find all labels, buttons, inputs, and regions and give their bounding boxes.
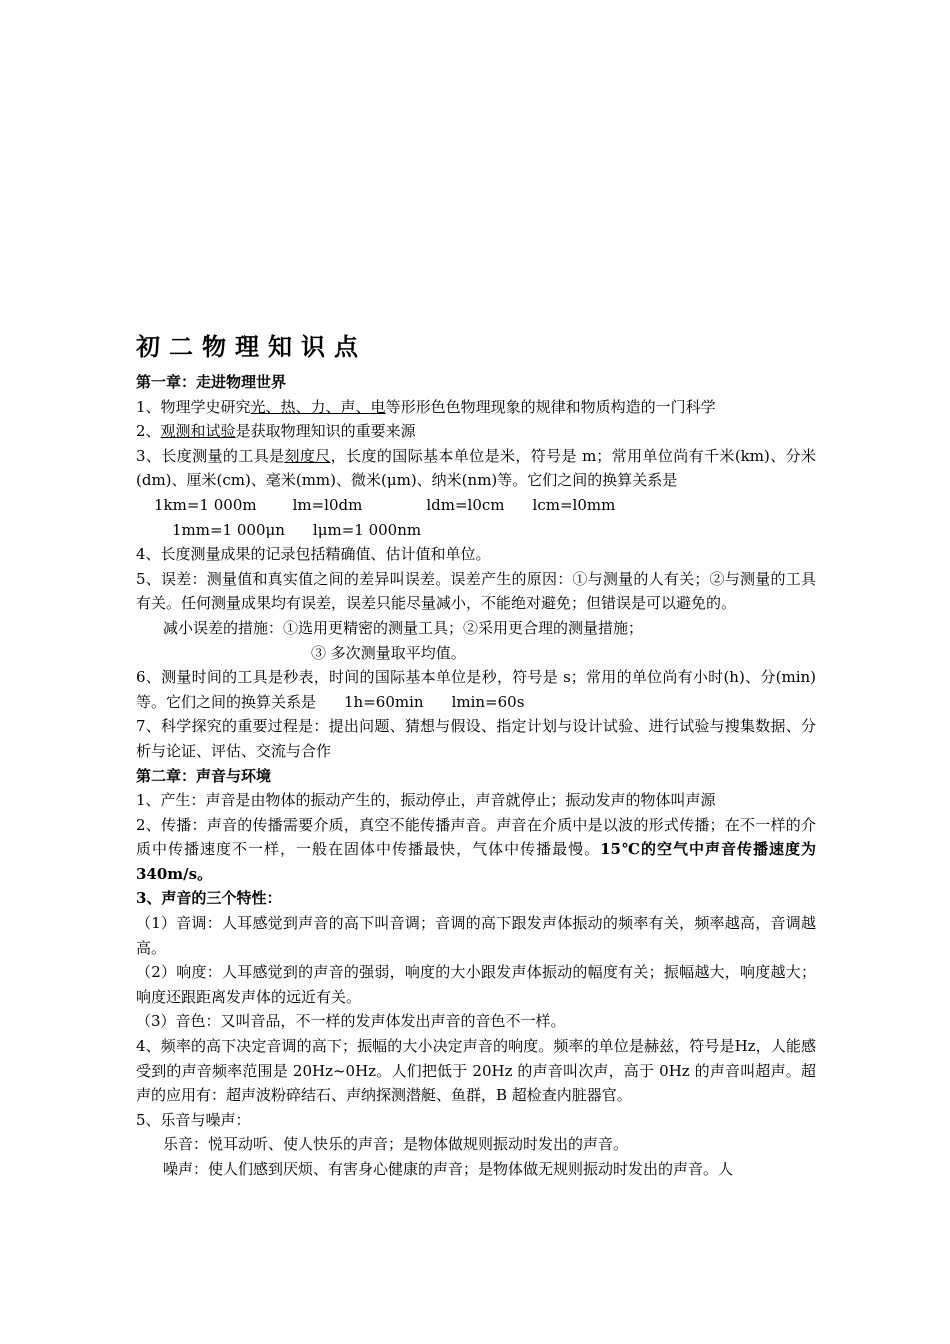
conversion: 1h=60min <box>344 692 424 711</box>
chapter-2-heading: 第二章：声音与环境 <box>136 766 272 785</box>
text: 1、物理学史研究 <box>136 397 251 416</box>
underlined-text: 光、热、力、声、电 <box>250 397 386 416</box>
ch1-item-3 <box>136 444 816 493</box>
ch1-item-6 <box>136 665 816 714</box>
conversion-line-1 <box>136 493 816 518</box>
ch1-item-1 <box>136 395 816 420</box>
error-reduction-1: 减小误差的措施：①选用更精密的测量工具；②采用更合理的测量措施； <box>163 618 644 637</box>
conversion: lμm=1 000nm <box>312 520 422 539</box>
ch2-item-5: 5、乐音与噪声： <box>136 1110 251 1129</box>
pitch-item: （1）音调：人耳感觉到声音的高下叫音调；音调的高下跟发声体振动的频率有关，频率越高，音调越高。 <box>136 914 816 957</box>
loudness-item: （2）响度：人耳感觉到的声音的强弱，响度的大小跟发声体振动的幅度有关；振幅越大，响度越大；响度还跟距离发声体的远近有关。 <box>136 963 816 1006</box>
text: 6、测量时间的工具是秒表，时间的国际基本单位是秒，符号是 s；常用的单位尚有小时(h)、分(min)等。它们之间的换算关系是 <box>136 668 816 711</box>
text: 2、 <box>136 422 161 441</box>
ch1-item-5: 5、误差：测量值和真实值之间的差异叫误差。误差产生的原因：①与测量的人有关；②与测量的工具有关。任何测量成果均有误差，误差只能尽量减小，不能绝对避免；但错误是可以避免的。 <box>136 569 816 613</box>
conversion: ldm=l0cm <box>426 495 505 514</box>
document-page <box>136 330 816 1182</box>
text: 是获取物理知识的重要来源 <box>235 422 416 441</box>
underlined-text: 观测和试验 <box>160 422 236 441</box>
text: 等形形色色物理现象的规律和物质构造的一门科学 <box>385 397 716 416</box>
text: 3、长度测量的工具是 <box>136 446 285 465</box>
musical-sound-item: 乐音：悦耳动听、使人快乐的声音；是物体做规则振动时发出的声音。 <box>163 1135 629 1154</box>
ch2-item-1: 1、产生：声音是由物体的振动产生的，振动停止，声音就停止；振动发声的物体叫声源 <box>136 791 716 810</box>
ch2-item-2 <box>136 813 816 887</box>
ch2-item-4: 4、频率的高下决定音调的高下；振幅的大小决定声音的响度。频率的单位是赫兹，符号是Hz，人能感受到的声音频率范围是 20Hz~0Hz。人们把低于 20Hz 的声音叫次声，高于 0Hz 的声音叫超声。超声的应用有：超声波粉碎结石、声纳探测潜艇、鱼群，B 超检查内脏器官。 <box>136 1037 816 1105</box>
bold-text: 15℃的空气中声音传播速度为340m/s。 <box>136 840 816 883</box>
chapter-1-heading: 第一章：走进物理世界 <box>136 373 287 391</box>
conversion: 1km=1 000m <box>154 495 257 514</box>
conversion: lmin=60s <box>451 692 525 711</box>
noise-item: 噪声：使人们感到厌烦、有害身心健康的声音；是物体做无规则振动时发出的声音。人 <box>163 1160 734 1178</box>
ch1-item-7: 7、科学探究的重要过程是：提出问题、猜想与假设、指定计划与设计试验、进行试验与搜集数据、分析与论证、评估、交流与合作 <box>136 717 816 760</box>
conversion: 1mm=1 000μn <box>172 520 285 539</box>
conversion-line-2 <box>136 518 816 543</box>
conversion: lcm=l0mm <box>532 495 616 514</box>
conversion: lm=l0dm <box>292 495 363 514</box>
ch1-item-4: 4、长度测量成果的记录包括精确值、估计值和单位。 <box>136 545 491 564</box>
ch2-item-3: 3、声音的三个特性： <box>136 889 282 908</box>
timbre-item: （3）音色：又叫音品，不一样的发声体发出声音的音色不一样。 <box>136 1012 566 1031</box>
page-title: 初二物理知识点 <box>136 332 367 361</box>
text: ，长度的国际基本单位是米，符号是 m；常用单位尚有千米(km)、分米(dm)、厘米(cm)、毫米(mm)、微米(μm)、纳米(nm)等。它们之间的换算关系是 <box>136 446 817 490</box>
underlined-text: 刻度尺 <box>284 446 331 465</box>
text: 2、传播：声音的传播需要介质，真空不能传播声音。声音在介质中是以波的形式传播；在不一样的介质中传播速度不一样，一般在固体中传播最快，气体中传播最慢。 <box>136 815 816 859</box>
error-reduction-2: ③ 多次测量取平均值。 <box>311 643 466 662</box>
ch1-item-2 <box>136 419 816 444</box>
